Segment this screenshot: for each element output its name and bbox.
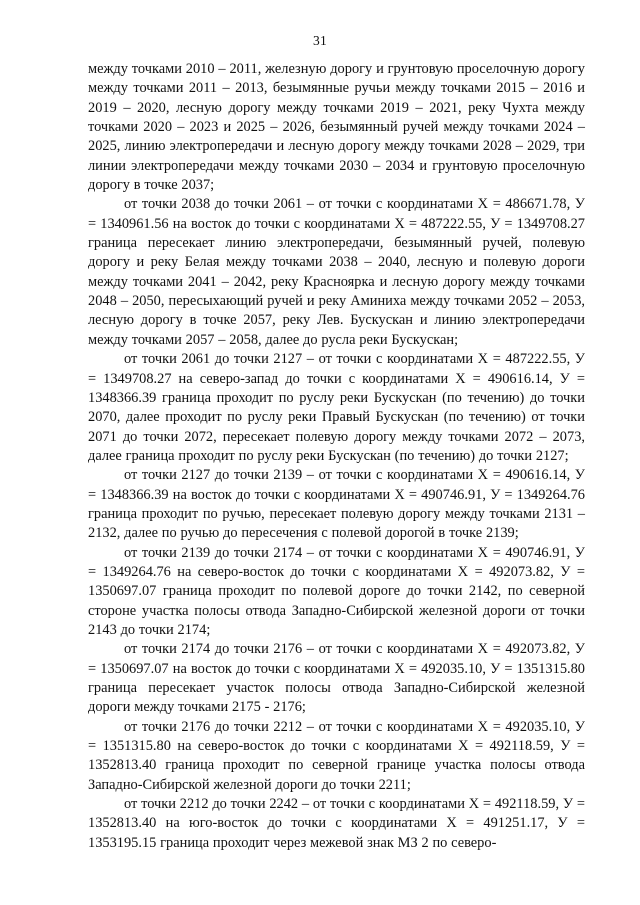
document-body [88, 60, 585, 853]
paragraph: от точки 2127 до точки 2139 – от точки с координатами Х = 490616.14, У = 1348366.39 на восток до точки с координатами Х = 490746.91, У = 1349264.76 граница проходит по ручью, пересекает полевую дорогу между точками 2131 – 2132, далее по ручью до пересечения с полевой дорогой в точке 2139; [88, 467, 585, 542]
paragraph: от точки 2061 до точки 2127 – от точки с координатами Х = 487222.55, У = 1349708.27 на северо-запад до точки с координатами Х = 490616.14, У = 1348366.39 граница проходит по руслу реки Бускускан (по течению) до точки 2070, далее проходит по руслу реки Правый Бускускан (по течению) от точки 2071 до точки 2072, пересекает полевую дорогу между точками 2072 – 2073, далее граница проходит по руслу реки Бускускан (по течению) до точки 2127; [88, 351, 585, 464]
paragraph: от точки 2174 до точки 2176 – от точки с координатами Х = 492073.82, У = 1350697.07 на восток до точки с координатами Х = 492035.10, У = 1351315.80 граница пересекает участок полосы отвода Западно-Сибирской железной дороги между точками 2175 - 2176; [88, 641, 585, 716]
paragraph: от точки 2038 до точки 2061 – от точки с координатами Х = 486671.78, У = 1340961.56 на восток до точки с координатами Х = 487222.55, У = 1349708.27 граница пересекает линию электропередачи, безымянный ручей, полевую дорогу и реку Белая между точками 2038 – 2040, лесную и полевую дороги между точками 2041 – 2042, реку Красноярка и лесную дорогу между точками 2048 – 2050, пересыхающий ручей и реку Аминиха между точками 2052 – 2053, лесную дорогу в точке 2057, реку Лев. Бускускан и линию электропередачи между точками 2057 – 2058, далее до русла реки Бускускан; [88, 196, 585, 348]
page-number: 31 [312, 33, 328, 48]
paragraph-continuation: между точками 2010 – 2011, железную дорогу и грунтовую проселочную дорогу между точками 2011 – 2013, безымянные ручьи между точками 2015 – 2016 и 2019 – 2020, лесную дорогу между точками 2019 – 2021, реку Чухта между точками 2020 – 2023 и 2025 – 2026, безымянный ручей между точками 2024 – 2025, линию электропередачи и лесную дорогу между точками 2028 – 2029, три линии электропередачи между точками 2030 – 2034 и грунтовую проселочную дорогу в точке 2037; [88, 61, 585, 194]
paragraph: от точки 2176 до точки 2212 – от точки с координатами Х = 492035.10, У = 1351315.80 на северо-восток до точки с координатами Х = 492118.59, У = 1352813.40 граница проходит по северной границе участка полосы отвода Западно-Сибирской железной дороги до точки 2211; [88, 718, 585, 793]
paragraph: от точки 2212 до точки 2242 – от точки с координатами Х = 492118.59, У = 1352813.40 на юго-восток до точки с координатами Х = 491251.17, У = 1353195.15 граница проходит через межевой знак МЗ 2 по северо- [88, 796, 585, 851]
paragraph: от точки 2139 до точки 2174 – от точки с координатами Х = 490746.91, У = 1349264.76 на северо-восток до точки с координатами Х = 492073.82, У = 1350697.07 граница проходит по полевой дороге до точки 2142, по северной стороне участка полосы отвода Западно-Сибирской железной дороги от точки 2143 до точки 2174; [88, 544, 585, 638]
